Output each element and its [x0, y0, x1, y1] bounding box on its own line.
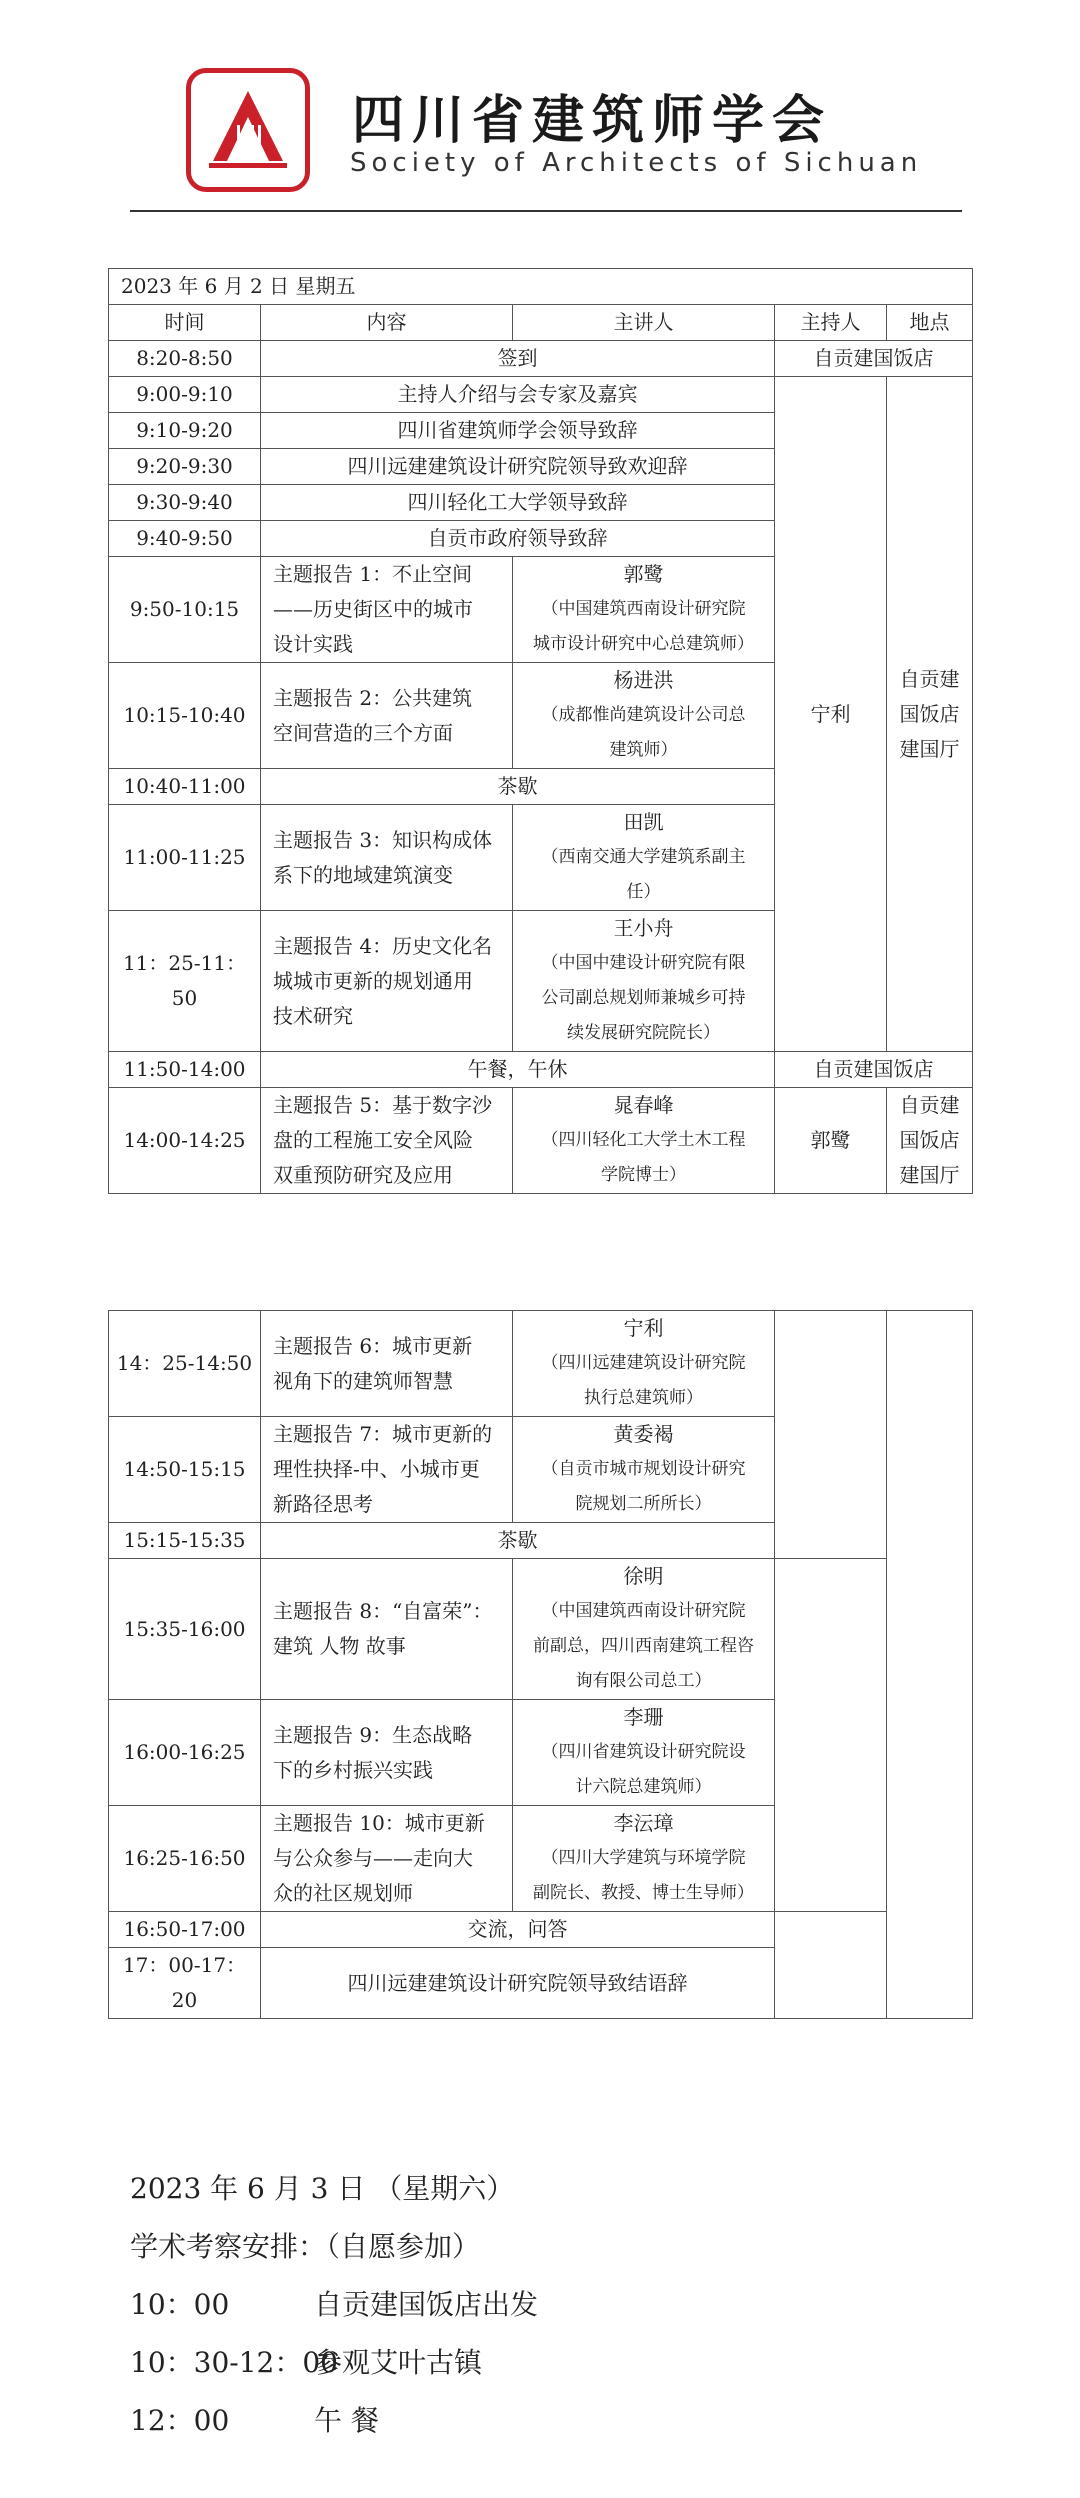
topic-cell: [261, 557, 513, 663]
venue-line: 建国厅: [899, 1163, 960, 1187]
venue-cell: [887, 1311, 973, 2019]
item-activity: 参观艾叶古镇: [314, 2346, 483, 2379]
topic-line: 城城市更新的规划通用: [273, 968, 473, 993]
topic-line: 主题报告 10：城市更新: [273, 1811, 485, 1835]
table-row: [109, 1559, 973, 1700]
org-name-en: Society of Architects of Sichuan: [350, 148, 923, 178]
speaker-title: 任）: [626, 882, 661, 902]
speaker-cell: [513, 911, 775, 1052]
speaker-name: 王小舟: [613, 916, 674, 940]
topic-cell: [261, 911, 513, 1052]
topic-cell: [261, 1559, 513, 1700]
time-cell: 9:50-10:15: [109, 557, 261, 663]
topic-line: 众的社区规划师: [273, 1881, 413, 1905]
time-cell: 9:10-9:20: [109, 413, 261, 449]
speaker-name: 李沄璋: [613, 1811, 674, 1835]
venue-line: 国饭店: [899, 701, 960, 726]
org-name-cn: 四川省建筑师学会: [352, 91, 833, 151]
speaker-title: 建筑师）: [609, 740, 678, 760]
venue-cell: 自贡建国饭店: [775, 341, 973, 377]
topic-line: 设计实践: [273, 632, 353, 656]
time-cell: 14:00-14:25: [109, 1088, 261, 1194]
item-time: 10：30-12：00: [130, 2346, 338, 2379]
time-cell: 8:20-8:50: [109, 341, 261, 377]
speaker-title: （四川轻化工大学土木工程: [541, 1130, 746, 1150]
list-item: [130, 2276, 538, 2334]
speaker-name: 田凯: [623, 810, 664, 834]
content-cell: 交流，问答: [261, 1912, 775, 1948]
date-row: [109, 269, 973, 305]
topic-cell: [261, 805, 513, 911]
host-cell: [775, 1912, 887, 2019]
header-row: [109, 305, 973, 341]
item-activity: 午 餐: [314, 2404, 379, 2437]
org-logo: [186, 68, 310, 192]
table-row: [109, 1311, 973, 1417]
speaker-name: 徐明: [623, 1564, 664, 1588]
logo-mark-icon: [191, 73, 305, 187]
speaker-cell: [513, 1559, 775, 1700]
topic-cell: [261, 663, 513, 769]
speaker-title: 副院长、教授、博士生导师）: [533, 1883, 754, 1903]
venue-line: 自贡建: [899, 1093, 960, 1117]
time-cell: 10:40-11:00: [109, 769, 261, 805]
header-divider: [130, 210, 962, 212]
host-cell: 宁利: [775, 377, 887, 1052]
topic-line: 系下的地域建筑演变: [273, 862, 453, 887]
speaker-name: 黄委褐: [613, 1422, 674, 1446]
host-cell: [775, 1559, 887, 1912]
column-header: 时间: [109, 305, 261, 341]
topic-line: 主题报告 8：“自富荣”：: [273, 1599, 493, 1623]
column-header: 地点: [887, 305, 973, 341]
column-header: 主持人: [775, 305, 887, 341]
table-row: [109, 1088, 973, 1194]
host-cell: 郭鹭: [775, 1088, 887, 1194]
speaker-title: （自贡市城市规划设计研究: [541, 1459, 746, 1479]
content-cell: 四川远建建筑设计研究院领导致结语辞: [261, 1948, 775, 2019]
speaker-title: 询有限公司总工）: [575, 1671, 712, 1691]
topic-line: 建筑 人物 故事: [273, 1634, 406, 1658]
venue-line: 自贡建: [899, 666, 960, 691]
topic-cell: [261, 1088, 513, 1194]
topic-line: 主题报告 1：不止空间: [273, 562, 473, 586]
speaker-cell: [513, 1417, 775, 1523]
time-cell: 9:20-9:30: [109, 449, 261, 485]
day2-subtitle: 学术考察安排：（自愿参加）: [130, 2230, 481, 2263]
speaker-title: （四川大学建筑与环境学院: [541, 1848, 746, 1868]
topic-line: 空间营造的三个方面: [273, 720, 453, 745]
speaker-title: 公司副总规划师兼城乡可持: [541, 988, 746, 1008]
topic-cell: [261, 1417, 513, 1523]
venue-cell: [887, 377, 973, 1052]
speaker-title: （西南交通大学建筑系副主: [541, 847, 746, 867]
speaker-title: 前副总，四川西南建筑工程咨: [533, 1636, 754, 1656]
header: [0, 0, 1080, 220]
topic-line: 主题报告 6：城市更新: [273, 1333, 473, 1358]
time-cell: 15:35-16:00: [109, 1559, 261, 1700]
speaker-name: 晁春峰: [613, 1093, 674, 1117]
day2-date: 2023 年 6 月 3 日 （星期六）: [130, 2172, 515, 2205]
speaker-name: 郭鹭: [623, 562, 664, 586]
content-cell: 自贡市政府领导致辞: [261, 521, 775, 557]
topic-line: 理性抉择-中、小城市更: [273, 1457, 480, 1481]
speaker-cell: [513, 557, 775, 663]
speaker-cell: [513, 805, 775, 911]
time-cell: 15:15-15:35: [109, 1523, 261, 1559]
venue-line: 国饭店: [899, 1128, 960, 1152]
item-time: 12：00: [130, 2404, 230, 2437]
venue-line: 建国厅: [899, 736, 960, 761]
content-cell: 四川轻化工大学领导致辞: [261, 485, 775, 521]
speaker-title: （中国中建设计研究院有限: [541, 953, 746, 973]
topic-line: 与公众参与——走向大: [273, 1846, 473, 1870]
speaker-title: （四川远建建筑设计研究院: [541, 1353, 746, 1373]
speaker-title: （中国建筑西南设计研究院: [541, 1601, 746, 1621]
table-row: [109, 341, 973, 377]
speaker-title: 院规划二所所长）: [575, 1494, 712, 1514]
schedule-table-day1-afternoon: [108, 1310, 973, 2019]
topic-line: 双重预防研究及应用: [273, 1163, 453, 1187]
speaker-name: 李珊: [623, 1705, 664, 1729]
time-cell: 16:25-16:50: [109, 1806, 261, 1912]
table-row: [109, 1912, 973, 1948]
time-cell: 9:00-9:10: [109, 377, 261, 413]
speaker-title: 计六院总建筑师）: [575, 1777, 712, 1797]
speaker-title: 续发展研究院院长）: [567, 1023, 720, 1043]
time-cell: 11:00-11:25: [109, 805, 261, 911]
content-cell: 四川省建筑师学会领导致辞: [261, 413, 775, 449]
time-cell: 16:50-17:00: [109, 1912, 261, 1948]
speaker-title: （四川省建筑设计研究院设: [541, 1742, 746, 1762]
column-header: 内容: [261, 305, 513, 341]
speaker-title: 执行总建筑师）: [584, 1388, 703, 1408]
host-cell: [775, 1311, 887, 1559]
topic-line: 下的乡村振兴实践: [273, 1757, 433, 1782]
topic-line: 主题报告 9：生态战略: [273, 1722, 473, 1747]
topic-line: 视角下的建筑师智慧: [273, 1368, 453, 1393]
topic-cell: [261, 1700, 513, 1806]
schedule-table-day1: [108, 268, 973, 1194]
speaker-name: 杨进洪: [613, 668, 674, 692]
list-item: [130, 2334, 538, 2392]
item-activity: 自贡建国饭店出发: [314, 2288, 539, 2321]
time-cell: 14：25-14:50: [109, 1311, 261, 1417]
topic-cell: [261, 1311, 513, 1417]
table-row: [109, 377, 973, 413]
venue-cell: [887, 1088, 973, 1194]
content-cell: 茶歇: [261, 769, 775, 805]
day2-section: [130, 2160, 538, 2450]
speaker-title: 城市设计研究中心总建筑师）: [533, 634, 754, 654]
content-cell: 茶歇: [261, 1523, 775, 1559]
topic-line: 盘的工程施工安全风险: [273, 1128, 473, 1152]
topic-line: ——历史街区中的城市: [273, 597, 473, 621]
topic-cell: [261, 1806, 513, 1912]
topic-line: 新路径思考: [273, 1492, 373, 1516]
content-cell: 签到: [261, 341, 775, 377]
speaker-cell: [513, 1088, 775, 1194]
speaker-cell: [513, 663, 775, 769]
topic-line: 技术研究: [273, 1003, 353, 1028]
speaker-title: （中国建筑西南设计研究院: [541, 599, 746, 619]
time-cell: 9:40-9:50: [109, 521, 261, 557]
time-cell: 10:15-10:40: [109, 663, 261, 769]
list-item: [130, 2392, 538, 2450]
time-cell: 17：00-17：20: [109, 1948, 261, 2019]
content-cell: 主持人介绍与会专家及嘉宾: [261, 377, 775, 413]
content-cell: 午餐，午休: [261, 1052, 775, 1088]
speaker-title: 学院博士）: [601, 1165, 686, 1185]
column-header: 主讲人: [513, 305, 775, 341]
time-cell: 11:50-14:00: [109, 1052, 261, 1088]
topic-line: 主题报告 7：城市更新的: [273, 1422, 493, 1446]
topic-line: 主题报告 4：历史文化名: [273, 933, 493, 958]
date-heading: 2023 年 6 月 2 日 星期五: [109, 269, 973, 305]
item-time: 10：00: [130, 2288, 230, 2321]
topic-line: 主题报告 5：基于数字沙: [273, 1093, 493, 1117]
time-cell: 9:30-9:40: [109, 485, 261, 521]
speaker-cell: [513, 1311, 775, 1417]
speaker-cell: [513, 1806, 775, 1912]
speaker-title: （成都惟尚建筑设计公司总: [541, 705, 746, 725]
time-cell: 16:00-16:25: [109, 1700, 261, 1806]
table-row: [109, 1052, 973, 1088]
topic-line: 主题报告 3：知识构成体: [273, 827, 493, 852]
time-cell: 11：25-11：50: [109, 911, 261, 1052]
venue-cell: 自贡建国饭店: [775, 1052, 973, 1088]
content-cell: 四川远建建筑设计研究院领导致欢迎辞: [261, 449, 775, 485]
speaker-name: 宁利: [623, 1316, 664, 1340]
speaker-cell: [513, 1700, 775, 1806]
topic-line: 主题报告 2：公共建筑: [273, 685, 473, 710]
time-cell: 14:50-15:15: [109, 1417, 261, 1523]
